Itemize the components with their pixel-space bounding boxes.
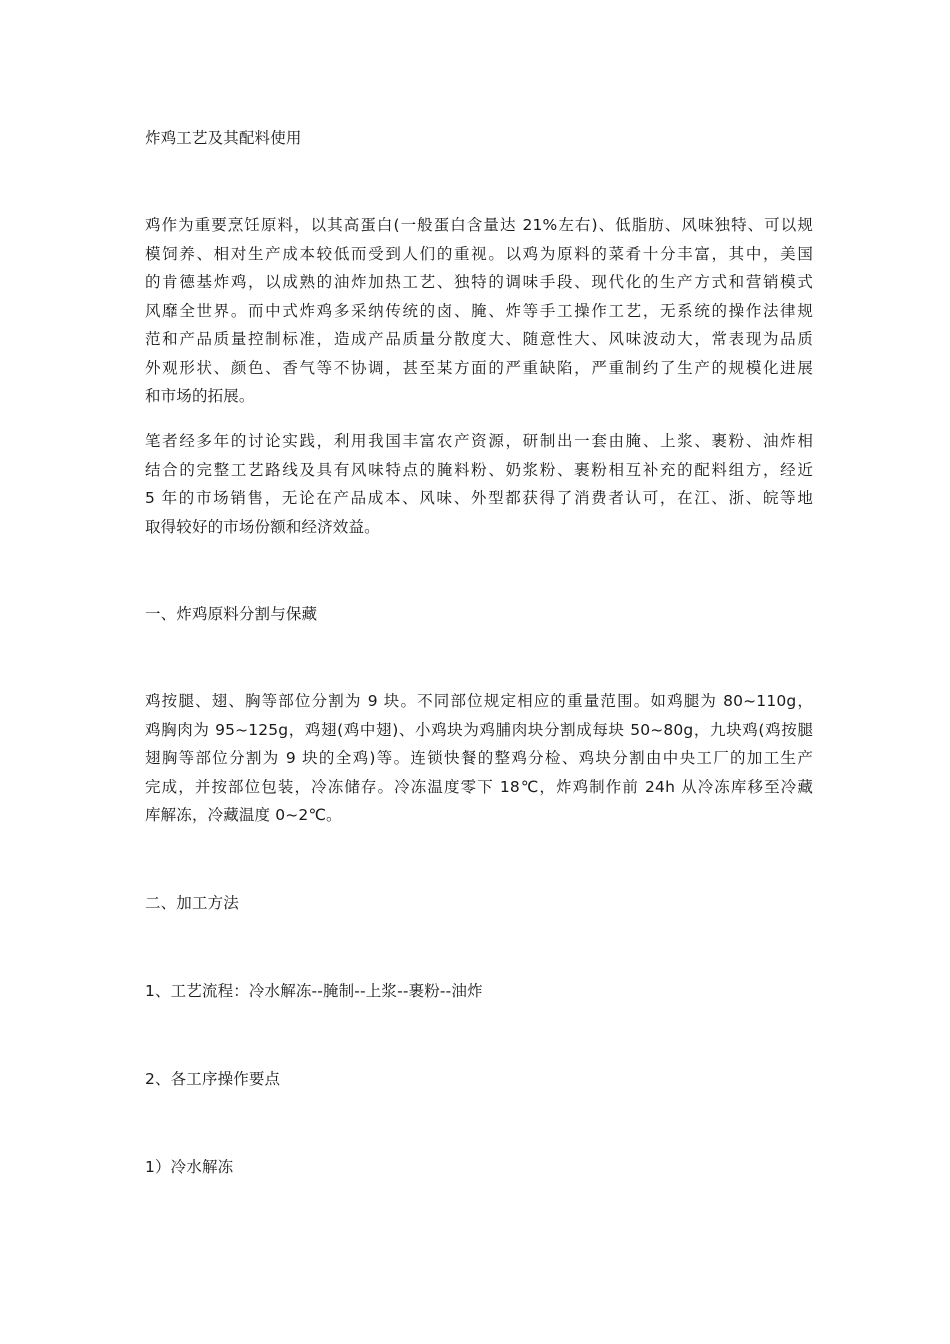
step-2-1-cold-water-thawing: 1）冷水解冻 xyxy=(145,1158,234,1176)
paragraph-line: 5 年的市场销售，无论在产品成本、风味、外型都获得了消费者认可，在江、浙、皖等地 xyxy=(145,489,813,507)
paragraph-line: 鸡胸肉为 95~125g，鸡翅(鸡中翅)、小鸡块为鸡脯肉块分割成每块 50~80g，九块鸡(鸡按腿 xyxy=(145,720,813,739)
paragraph-line: 结合的完整工艺路线及具有风味特点的腌料粉、奶浆粉、裹粉相互补充的配料组方，经近 xyxy=(145,460,813,479)
intro-paragraph-1 xyxy=(145,211,813,411)
paragraph-line: 鸡作为重要烹饪原料，以其高蛋白(一般蛋白含量达 21%左右)、低脂肪、风味独特、可以规 xyxy=(145,216,813,234)
paragraph-line: 风靡全世界。而中式炸鸡多采纳传统的卤、腌、炸等手工操作工艺，无系统的操作法律规 xyxy=(145,301,813,320)
section-2-heading: 二、加工方法 xyxy=(145,894,239,912)
paragraph-line: 和市场的拓展。 xyxy=(145,387,255,405)
paragraph-line: 库解冻，冷藏温度 0~2℃。 xyxy=(145,806,342,824)
paragraph-line: 的肯德基炸鸡，以成熟的油炸加热工艺、独特的调味手段、现代化的生产方式和营销模式 xyxy=(145,273,813,291)
step-2-operation-points: 2、各工序操作要点 xyxy=(145,1070,281,1088)
paragraph-line: 翅胸等部位分割为 9 块的全鸡)等。连锁快餐的整鸡分检、鸡块分割由中央工厂的加工生产 xyxy=(145,749,813,767)
paragraph-line: 笔者经多年的讨论实践，利用我国丰富农产资源，研制出一套由腌、上浆、裹粉、油炸相 xyxy=(145,432,813,450)
paragraph-line: 外观形状、颜色、香气等不协调，甚至某方面的严重缺陷，严重制约了生产的规模化进展 xyxy=(145,358,813,377)
paragraph-line: 范和产品质量控制标准，造成产品质量分散度大、随意性大、风味波动大，常表现为品质 xyxy=(145,330,813,348)
step-1-process-flow: 1、工艺流程：冷水解冻--腌制--上浆--裹粉--油炸 xyxy=(145,982,483,1000)
paragraph-line: 取得较好的市场份额和经济效益。 xyxy=(145,517,380,536)
paragraph-line: 完成，并按部位包装，冷冻储存。冷冻温度零下 18℃，炸鸡制作前 24h 从冷冻库移至冷藏 xyxy=(145,777,813,796)
section-1-paragraph xyxy=(145,687,813,830)
intro-paragraph-2 xyxy=(145,427,813,541)
document-title: 炸鸡工艺及其配料使用 xyxy=(145,129,302,147)
section-1-heading: 一、炸鸡原料分割与保藏 xyxy=(145,605,318,623)
paragraph-line: 模饲养、相对生产成本较低而受到人们的重视。以鸡为原料的菜肴十分丰富，其中，美国 xyxy=(145,244,813,263)
paragraph-line: 鸡按腿、翅、胸等部位分割为 9 块。不同部位规定相应的重量范围。如鸡腿为 80~110g， xyxy=(145,692,813,710)
